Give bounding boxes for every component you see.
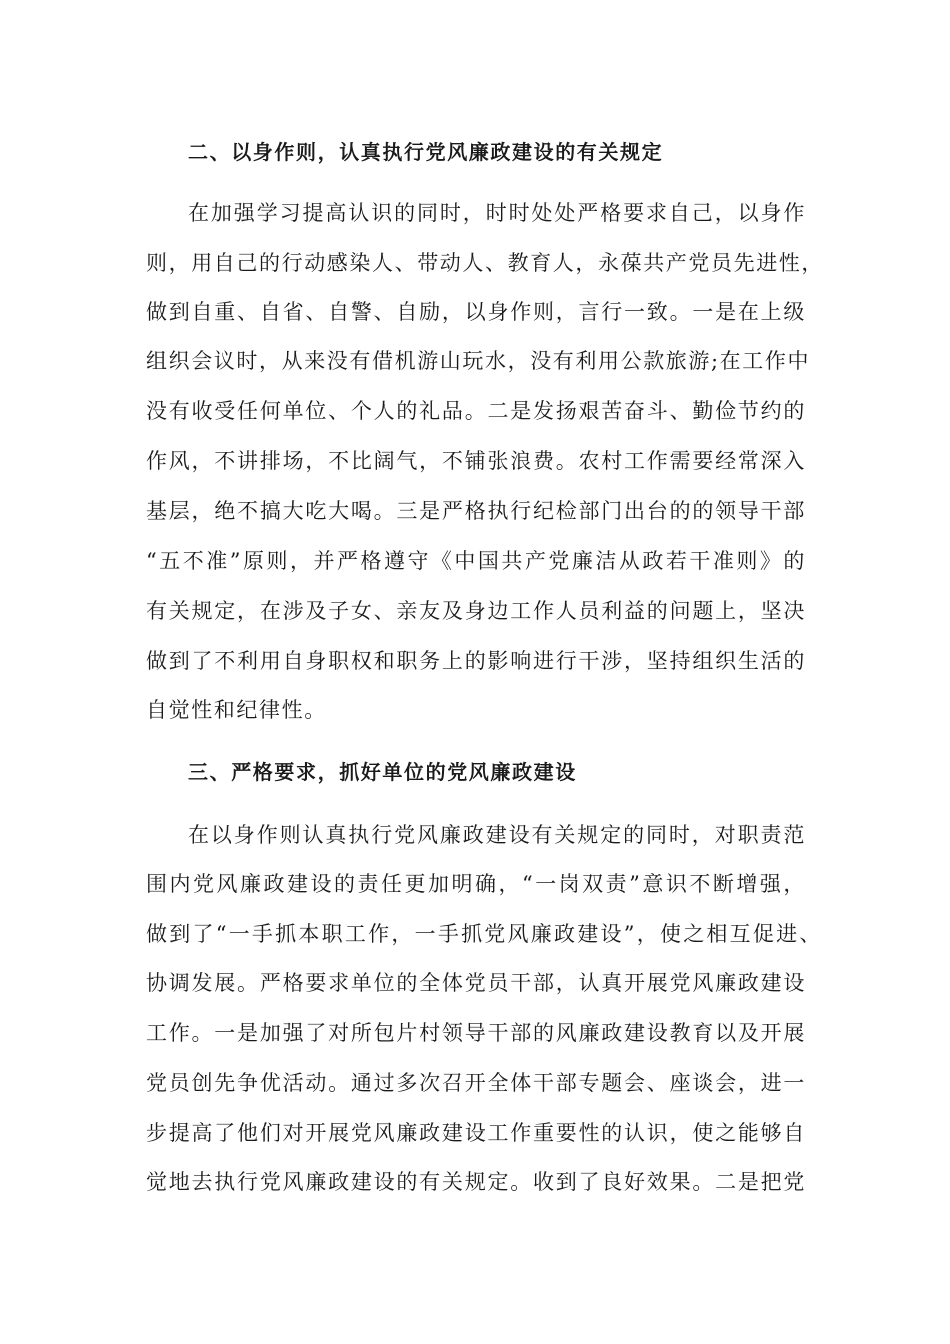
section-2-line: 有关规定，在涉及子女、亲友及身边工作人员利益的问题上，坚决 — [146, 599, 806, 623]
section-3-heading: 三、严格要求，抓好单位的党风廉政建设 — [188, 760, 577, 784]
section-2-line: 在加强学习提高认识的同时，时时处处严格要求自己，以身作 — [188, 201, 806, 225]
section-3-line: 党员创先争优活动。通过多次召开全体干部专题会、座谈会，进一 — [146, 1071, 806, 1095]
section-3-line: 步提高了他们对开展党风廉政建设工作重要性的认识，使之能够自 — [146, 1121, 806, 1145]
section-2-heading: 二、以身作则，认真执行党风廉政建设的有关规定 — [188, 140, 664, 164]
section-2-line: 没有收受任何单位、个人的礼品。二是发扬艰苦奋斗、勤俭节约的 — [146, 399, 806, 423]
section-2-line: 则，用自己的行动感染人、带动人、教育人，永葆共产党员先进性， — [146, 251, 824, 275]
section-2-line: 做到了不利用自身职权和职务上的影响进行干涉，坚持组织生活的 — [146, 649, 806, 673]
section-3-line: 做到了“一手抓本职工作，一手抓党风廉政建设”，使之相互促进、 — [146, 922, 822, 946]
section-2-line: 组织会议时，从来没有借机游山玩水，没有利用公款旅游;在工作中 — [146, 349, 811, 373]
section-3-line: 在以身作则认真执行党风廉政建设有关规定的同时，对职责范 — [188, 823, 806, 847]
section-2-line: “五不准”原则，并严格遵守《中国共产党廉洁从政若干准则》的 — [146, 549, 806, 573]
section-3-line: 工作。一是加强了对所包片村领导干部的风廉政建设教育以及开展 — [146, 1021, 806, 1045]
section-2-line: 作风，不讲排场，不比阔气，不铺张浪费。农村工作需要经常深入 — [146, 449, 806, 473]
section-3-line: 围内党风廉政建设的责任更加明确，“一岗双责”意识不断增强， — [146, 872, 806, 896]
section-3-line: 觉地去执行党风廉政建设的有关规定。收到了良好效果。二是把党 — [146, 1170, 806, 1194]
section-3-line: 协调发展。严格要求单位的全体党员干部，认真开展党风廉政建设 — [146, 971, 806, 995]
section-2-line: 基层，绝不搞大吃大喝。三是严格执行纪检部门出台的的领导干部 — [146, 499, 806, 523]
section-2-line: 做到自重、自省、自警、自励，以身作则，言行一致。一是在上级 — [146, 300, 806, 324]
section-2-line: 自觉性和纪律性。 — [146, 698, 327, 722]
